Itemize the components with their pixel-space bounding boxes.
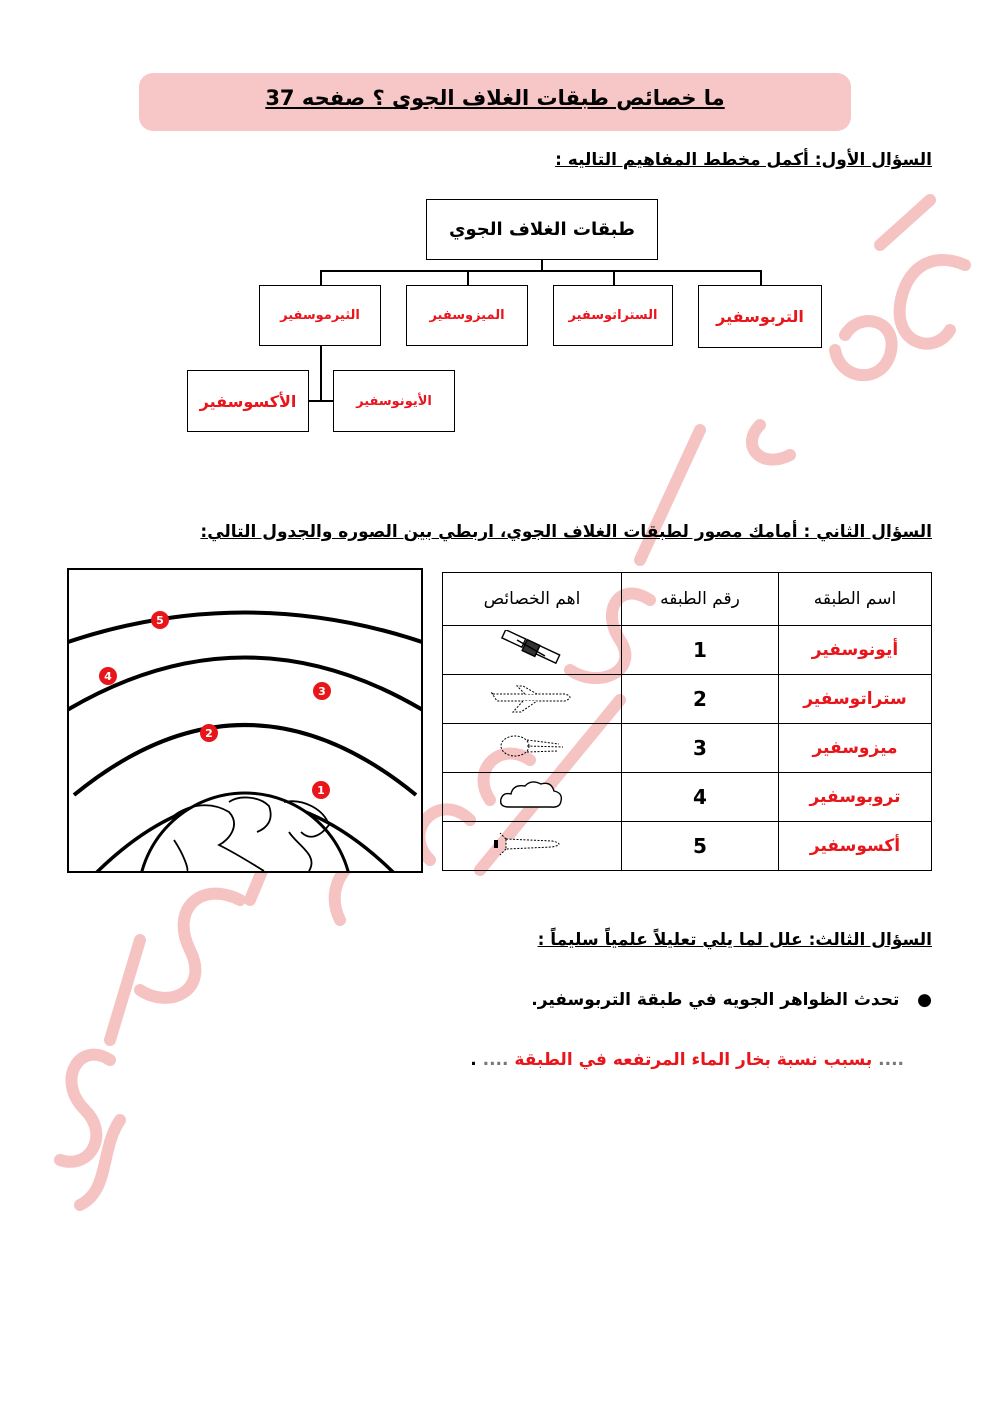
concept-troposphere: التربوسفير bbox=[698, 285, 822, 348]
bullet-dot: ● bbox=[917, 990, 932, 1010]
page-title: ما خصائص طبقات الغلاف الجوى ؟ صفحه 37 bbox=[265, 86, 725, 110]
layer-name-cell: تروبوسفير bbox=[779, 773, 932, 822]
q3-answer bbox=[470, 1050, 904, 1070]
concept-stratosphere: الستراتوسفير bbox=[553, 285, 673, 346]
atmosphere-layers-drawing bbox=[69, 570, 421, 871]
q3-statement-text: تحدث الظواهر الجويه في طبقة التربوسفير. bbox=[531, 990, 900, 1010]
marker-3: 3 bbox=[318, 685, 326, 698]
layer-number-cell: 4 bbox=[622, 773, 779, 822]
meteor-icon bbox=[443, 724, 622, 773]
header-properties: اهم الخصائص bbox=[443, 573, 622, 626]
marker-4: 4 bbox=[104, 670, 112, 683]
answer-end: . bbox=[470, 1050, 477, 1070]
q3-heading: السؤال الثالث: علل لما يلي تعليلاً علمياً سليماً : bbox=[537, 930, 932, 950]
connector bbox=[613, 270, 615, 285]
marker-5: 5 bbox=[156, 614, 164, 627]
connector bbox=[320, 270, 761, 272]
q1-heading: السؤال الأول: أكمل مخطط المفاهيم التاليه : bbox=[555, 150, 932, 170]
table-row bbox=[443, 822, 932, 871]
marker-1: 1 bbox=[317, 784, 325, 797]
table-row bbox=[443, 773, 932, 822]
concept-exosphere: الأكسوسفير bbox=[187, 370, 309, 432]
header-layer-number: رقم الطبقه bbox=[622, 573, 779, 626]
connector bbox=[467, 270, 469, 285]
connector bbox=[320, 270, 322, 285]
airplane-icon bbox=[443, 675, 622, 724]
layer-number-cell: 1 bbox=[622, 626, 779, 675]
satellite-icon bbox=[443, 626, 622, 675]
concept-ionosphere: الأيونوسفير bbox=[333, 370, 455, 432]
table-header-row bbox=[443, 573, 932, 626]
q3-statement bbox=[531, 990, 932, 1010]
connector bbox=[541, 260, 543, 270]
layer-number-cell: 5 bbox=[622, 822, 779, 871]
concept-mesosphere: الميزوسفير bbox=[406, 285, 528, 346]
concept-thermosphere: الثيرموسفير bbox=[259, 285, 381, 346]
layer-name-cell: أيونوسفير bbox=[779, 626, 932, 675]
atmosphere-diagram bbox=[67, 568, 423, 873]
table-row bbox=[443, 626, 932, 675]
layer-number-cell: 2 bbox=[622, 675, 779, 724]
connector bbox=[320, 346, 322, 401]
layer-name-cell: ستراتوسفير bbox=[779, 675, 932, 724]
rocket-icon bbox=[443, 822, 622, 871]
layer-name-cell: أكسوسفير bbox=[779, 822, 932, 871]
table-row bbox=[443, 724, 932, 773]
marker-2: 2 bbox=[205, 727, 213, 740]
layers-table bbox=[442, 572, 932, 871]
header-layer-name: اسم الطبقه bbox=[779, 573, 932, 626]
layer-number-cell: 3 bbox=[622, 724, 779, 773]
connector bbox=[760, 270, 762, 285]
table-row bbox=[443, 675, 932, 724]
answer-text: بسبب نسبة بخار الماء المرتفعه في الطبقة bbox=[514, 1050, 873, 1070]
answer-dots-end: .... bbox=[482, 1050, 509, 1070]
concept-root: طبقات الغلاف الجوي bbox=[426, 199, 658, 260]
connector bbox=[308, 400, 334, 402]
answer-dots-start: .... bbox=[878, 1050, 904, 1070]
layer-name-cell: ميزوسفير bbox=[779, 724, 932, 773]
q2-heading: السؤال الثاني : أمامك مصور لطبقات الغلاف الجوي، اربطي بين الصوره والجدول التالي: bbox=[200, 522, 932, 542]
cloud-icon bbox=[443, 773, 622, 822]
